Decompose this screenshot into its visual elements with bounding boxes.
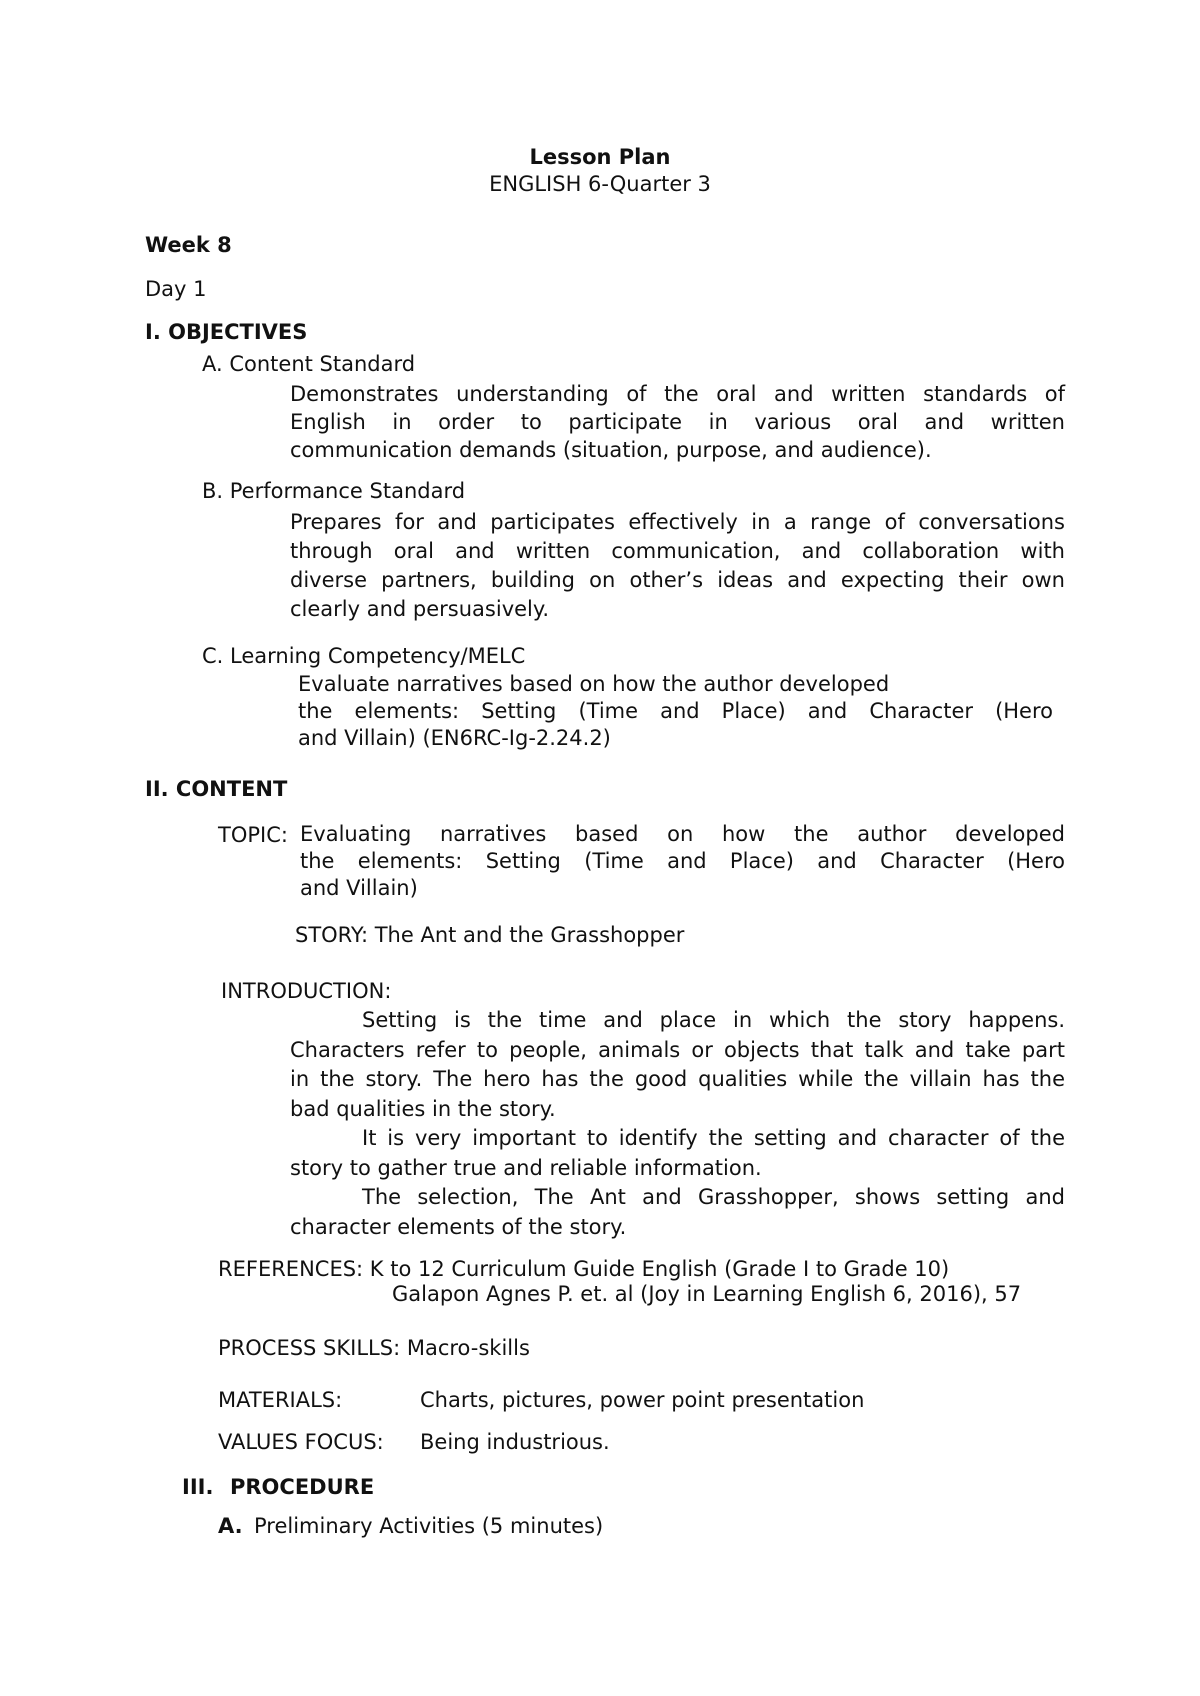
text-line: through oral and written communication, and collaboration with [290, 539, 1065, 563]
text-line: English in order to participate in various oral and written [290, 410, 1065, 434]
topic-label: TOPIC: [218, 823, 288, 847]
text-line: It is very important to identify the setting and character of the [362, 1126, 1065, 1150]
procedure-heading-number: III. [182, 1475, 214, 1499]
text-line: Characters refer to people, animals or objects that talk and take part [290, 1037, 1065, 1062]
text-line: clearly and persuasively. [290, 597, 549, 621]
values-focus-label: VALUES FOCUS: [218, 1430, 384, 1454]
introduction-label: INTRODUCTION: [221, 979, 392, 1003]
objectives-heading: I. OBJECTIVES [145, 320, 308, 344]
introduction-text [290, 1006, 1065, 1242]
text-line: Setting is the time and place in which the story happens. [362, 1008, 1065, 1032]
text-line: diverse partners, building on other’s ideas and expecting their own [290, 568, 1065, 592]
materials-value: Charts, pictures, power point presentation [420, 1388, 865, 1412]
text-line: story to gather true and reliable information. [290, 1155, 762, 1180]
page-subtitle: ENGLISH 6-Quarter 3 [489, 172, 711, 196]
text-line: the elements: Setting (Time and Place) and Character (Hero [300, 849, 1065, 873]
content-standard-text [290, 380, 1065, 464]
materials-label: MATERIALS: [218, 1388, 343, 1412]
process-skills: PROCESS SKILLS: Macro-skills [218, 1336, 530, 1360]
procedure-item-letter: A. [218, 1514, 243, 1538]
text-line: character elements of the story. [290, 1214, 627, 1239]
procedure-item-text: Preliminary Activities (5 minutes) [254, 1514, 604, 1538]
text-line: in the story. The hero has the good qualities while the villain has the [290, 1067, 1065, 1091]
references-line: Galapon Agnes P. et. al (Joy in Learning English 6, 2016), 57 [392, 1282, 1022, 1306]
text-line: Prepares for and participates effectively in a range of conversations [290, 510, 1065, 534]
text-line: and Villain) [300, 876, 418, 900]
text-line: and Villain) (EN6RC-Ig-2.24.2) [298, 726, 611, 750]
week-label: Week 8 [145, 233, 232, 257]
page-title: Lesson Plan [529, 145, 671, 169]
topic-text [300, 821, 1065, 902]
values-focus-value: Being industrious. [420, 1430, 610, 1454]
day-label: Day 1 [145, 277, 207, 301]
references-line: REFERENCES: K to 12 Curriculum Guide English (Grade I to Grade 10) [218, 1257, 950, 1281]
performance-standard-text [290, 508, 1065, 624]
text-line: Evaluate narratives based on how the author developed [298, 672, 890, 696]
procedure-heading: PROCEDURE [230, 1475, 375, 1499]
text-line: the elements: Setting (Time and Place) and Character (Hero [298, 699, 1053, 723]
learning-competency-text [298, 671, 1053, 752]
text-line: Evaluating narratives based on how the author developed [300, 822, 1065, 846]
performance-standard-label: B. Performance Standard [202, 479, 466, 503]
learning-competency-label: C. Learning Competency/MELC [202, 644, 526, 668]
text-line: communication demands (situation, purpose, and audience). [290, 438, 932, 462]
text-line: The selection, The Ant and Grasshopper, shows setting and [362, 1185, 1065, 1209]
content-heading: II. CONTENT [145, 777, 288, 801]
content-standard-label: A. Content Standard [202, 352, 416, 376]
story-line: STORY: The Ant and the Grasshopper [295, 923, 685, 947]
text-line: bad qualities in the story. [290, 1096, 556, 1121]
text-line: Demonstrates understanding of the oral and written standards of [290, 382, 1065, 406]
